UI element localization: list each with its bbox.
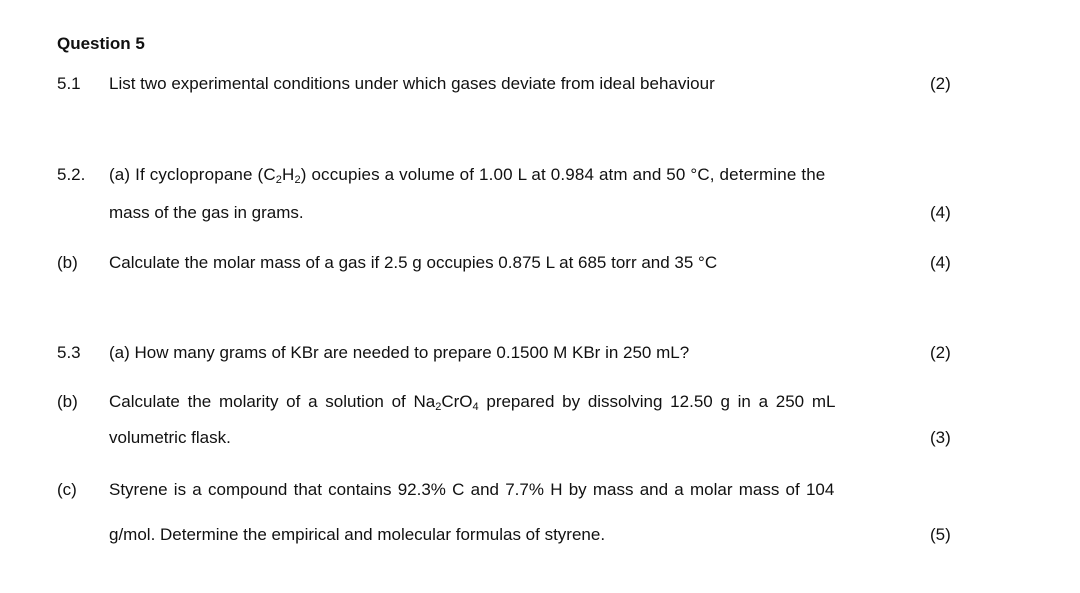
q52a-sub2: 2 [294, 174, 301, 186]
q52b-text: Calculate the molar mass of a gas if 2.5 g occupies 0.875 L at 685 torr and 35 °C [109, 253, 718, 272]
question-title: Question 5 [57, 34, 145, 53]
q52a-line1 [109, 165, 825, 185]
q53a-text: (a) How many grams of KBr are needed to prepare 0.1500 M KBr in 250 mL? [109, 343, 690, 362]
q52a-marks: (4) [930, 203, 951, 222]
q52a-sub1: 2 [275, 174, 283, 186]
q53b-sub1: 2 [435, 401, 442, 413]
q52b-number: (b) [57, 253, 78, 272]
q53c-marks: (5) [930, 525, 951, 544]
q52b-marks: (4) [930, 253, 951, 272]
q51-number: 5.1 [57, 74, 81, 93]
q52-number: 5.2. [57, 165, 86, 184]
q51-marks: (2) [930, 74, 951, 93]
q51-text: List two experimental conditions under which gases deviate from ideal behaviour [109, 74, 715, 93]
q53b-sub2: 4 [472, 401, 479, 413]
q52a-line1-post: ) occupies a volume of 1.00 L at 0.984 atm and 50 °C, determine the [300, 165, 826, 184]
q53c-line2: g/mol. Determine the empirical and molecular formulas of styrene. [109, 525, 606, 544]
q53b-mid: CrO [441, 392, 473, 411]
q52a-line2: mass of the gas in grams. [109, 203, 304, 222]
q53b-line1 [109, 392, 835, 412]
q53-number: 5.3 [57, 343, 81, 362]
q53c-line1: Styrene is a compound that contains 92.3% C and 7.7% H by mass and a molar mass of 104 [109, 480, 835, 499]
q52a-line1-pre: (a) If cyclopropane (C [109, 165, 276, 184]
q53b-line2: volumetric flask. [109, 428, 231, 447]
q53b-number: (b) [57, 392, 78, 411]
q52a-mid: H [282, 165, 295, 184]
q53b-marks: (3) [930, 428, 951, 447]
q53b-line1-post: prepared by dissolving 12.50 g in a 250 mL [478, 392, 836, 411]
q53b-line1-pre: Calculate the molarity of a solution of Na [109, 392, 436, 411]
q53c-number: (c) [57, 480, 77, 499]
q53a-marks: (2) [930, 343, 951, 362]
